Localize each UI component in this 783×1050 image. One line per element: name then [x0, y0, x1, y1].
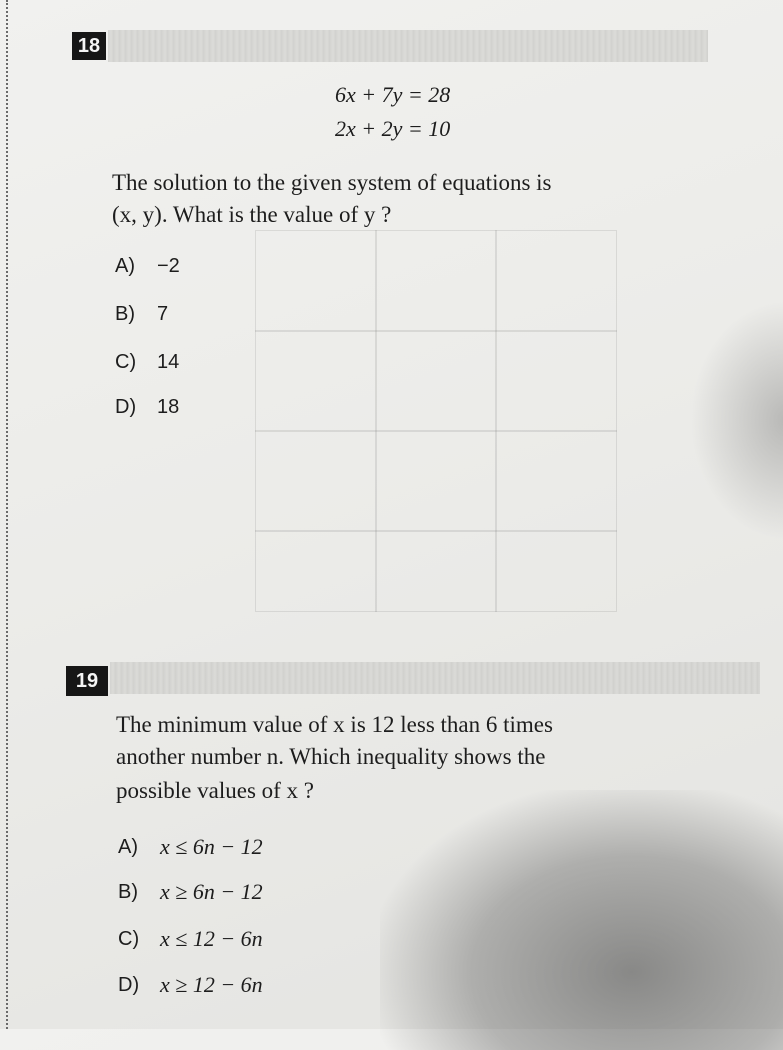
- answer-choice-b[interactable]: [118, 879, 263, 905]
- question-header-band: [110, 662, 760, 694]
- equation-1: 6x + 7y = 28: [335, 82, 451, 107]
- choice-value: x ≤ 6n − 12: [160, 834, 263, 859]
- question-header-band: [108, 30, 708, 62]
- answer-choice-a[interactable]: [115, 255, 180, 278]
- bleed-through-line: [255, 430, 617, 432]
- question-stem-line: The minimum value of x is 12 less than 6 times: [116, 712, 553, 737]
- choice-letter: A): [115, 255, 135, 277]
- choice-value: 7: [157, 303, 169, 325]
- answer-choice-c[interactable]: [115, 351, 179, 374]
- choice-letter: C): [115, 351, 137, 373]
- choice-value: −2: [157, 255, 180, 277]
- answer-choice-d[interactable]: [115, 396, 179, 419]
- question-number-badge: 19: [66, 666, 108, 696]
- photo-hand-shadow: [380, 790, 783, 1050]
- choice-letter: C): [118, 927, 140, 950]
- answer-choice-a[interactable]: [118, 834, 263, 860]
- choice-value: 14: [157, 351, 180, 373]
- bleed-through-grid: [255, 230, 617, 612]
- answer-choice-c[interactable]: [118, 926, 263, 952]
- answer-choice-d[interactable]: [118, 972, 263, 998]
- bleed-through-line: [255, 530, 617, 532]
- equation-2: 2x + 2y = 10: [335, 116, 451, 141]
- question-stem-line: The solution to the given system of equations is: [112, 170, 552, 195]
- choice-value: x ≥ 6n − 12: [160, 879, 263, 904]
- choice-letter: A): [118, 835, 138, 858]
- question-stem-line: (x, y). What is the value of y ?: [112, 202, 392, 227]
- question-stem-line: possible values of x ?: [116, 778, 315, 803]
- choice-value: x ≥ 12 − 6n: [160, 972, 263, 997]
- choice-letter: B): [115, 303, 135, 325]
- equation-system: [335, 78, 450, 146]
- choice-letter: D): [118, 973, 140, 996]
- bleed-through-line: [375, 230, 377, 612]
- question-stem-line: another number n. Which inequality shows the: [116, 744, 546, 769]
- page-binding-edge: [6, 0, 8, 1029]
- choice-value: x ≤ 12 − 6n: [160, 926, 263, 951]
- question-number-badge: 18: [72, 32, 106, 60]
- choice-letter: B): [118, 880, 138, 903]
- answer-choice-b[interactable]: [115, 303, 168, 326]
- choice-letter: D): [115, 396, 137, 418]
- photo-shadow: [690, 300, 783, 540]
- choice-value: 18: [157, 396, 180, 418]
- bleed-through-line: [255, 330, 617, 332]
- bleed-through-line: [495, 230, 497, 612]
